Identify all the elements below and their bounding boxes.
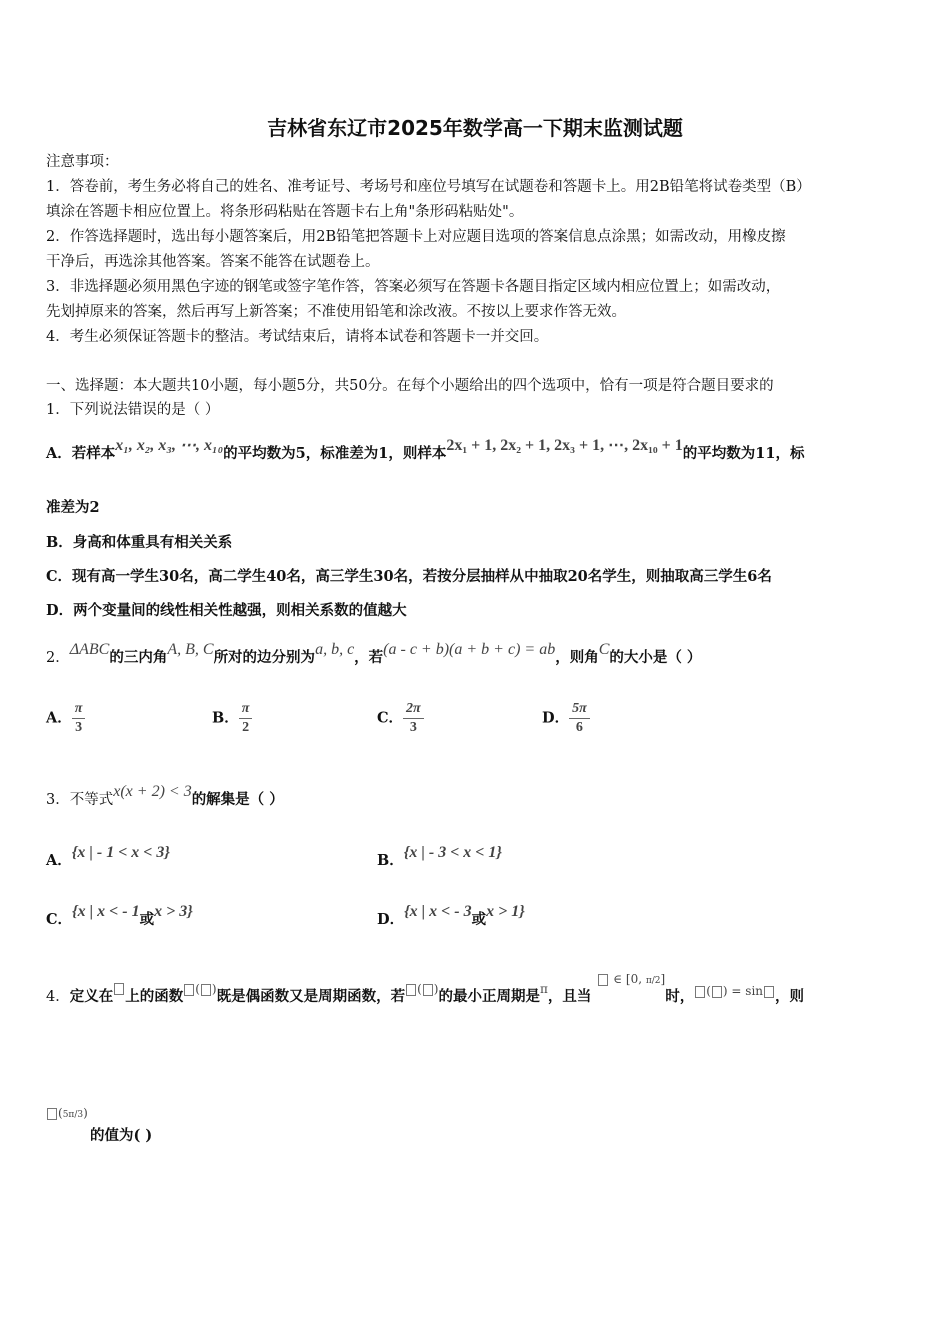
question-1-option-d: D．两个变量间的线性相关性越强，则相关系数的值越大 — [46, 602, 407, 619]
math-set: x > 1} — [486, 903, 525, 920]
function-image: ( ) — [405, 982, 438, 996]
question-4-stem: 4．定义在 上的函数 ( )既是偶函数又是周期函数，若 ( )的最小正周期是$^\pi$，且当 $^{\in [0, \pi/2]}$时， $^{( ) = sin}$ ，则 — [46, 972, 805, 1005]
option-text: 的平均数为5，标准差为1，则样本 — [223, 445, 447, 462]
missing-glyph-icon — [406, 984, 416, 996]
missing-glyph-icon — [764, 986, 774, 998]
question-4-tail: 的值为( ) — [90, 1127, 153, 1144]
missing-glyph-icon — [423, 984, 433, 996]
section-heading: 一、选择题：本大题共10小题，每小题5分，共50分。在每个小题给出的四个选项中，恰有一项是符合题目要求的 — [46, 378, 774, 394]
fraction: $\frac{5\pi}{6}$ — [569, 700, 590, 737]
missing-glyph-icon — [47, 1108, 57, 1120]
math-triangle: ΔABC — [69, 641, 110, 658]
question-3-stem: 3．不等式x(x + 2) < 3的解集是（ ） — [46, 783, 284, 808]
math-set: {x | - 1 < x < 3} — [71, 844, 170, 861]
notice-line: 干净后，再选涂其他答案。答案不能答在试题卷上。 — [46, 254, 380, 270]
question-4-value-image: (5π/3) — [46, 1103, 88, 1125]
math-set: {x | x < - 3 — [404, 903, 472, 920]
function-image: ( ) — [183, 982, 216, 996]
question-2-stem: 2．ΔABC的三内角A, B, C所对的边分别为a, b, c，若(a - c + b)(a + b + c) = ab，则角C的大小是（ ） — [46, 641, 702, 666]
math-set: {x | x < - 1 — [72, 903, 140, 920]
question-2-option-b: B． $\frac{\pi}{2}$ — [212, 700, 252, 737]
question-1-option-c: C．现有高一学生30名，高二学生40名，高三学生30名，若按分层抽样从中抽取20名学生，则抽取高三学生6名 — [46, 568, 772, 585]
fraction: $\frac{\pi}{3}$ — [72, 700, 86, 737]
notice-line: 填涂在答题卡相应位置上。将条形码粘贴在答题卡右上角"条形码粘贴处"。 — [46, 204, 524, 220]
missing-glyph-icon — [114, 983, 124, 995]
math-angles: A, B, C — [167, 641, 214, 658]
question-number: 3．不等式 — [46, 792, 114, 808]
notice-line: 2．作答选择题时，选出每小题答案后，用2B铅笔把答题卡上对应题目选项的答案信息点涂黑；如需改动，用橡皮擦 — [46, 229, 786, 245]
notice-line: 先划掉原来的答案，然后再写上新答案；不准使用铅笔和涂改液。不按以上要求作答无效。 — [46, 304, 626, 320]
question-1-option-a-cont: 准差为2 — [46, 499, 100, 516]
question-2-option-d: D． $\frac{5\pi}{6}$ — [542, 700, 590, 737]
notice-line: 3．非选择题必须用黑色字迹的钢笔或签字笔作答，答案必须写在答题卡各题目指定区域内相应位置上；如需改动， — [46, 279, 781, 295]
missing-glyph-icon — [712, 986, 722, 998]
question-1-option-b: B．身高和体重具有相关关系 — [46, 534, 233, 551]
question-1-stem: 1．下列说法错误的是（ ） — [46, 402, 220, 418]
math-sample-transformed: 2x₁ + 1, 2x₂ + 1, 2x₃ + 1, ⋯, 2x₁₀ + 1 — [446, 437, 683, 454]
missing-glyph-icon — [695, 986, 705, 998]
page-title: 吉林省东辽市2025年数学高一下期末监测试题 — [267, 116, 683, 140]
math-set: {x | - 3 < x < 1} — [403, 844, 502, 861]
math-angle-c: C — [598, 641, 610, 658]
math-condition: (a - c + b)(a + b + c) = ab — [383, 641, 556, 658]
notice-line: 4．考生必须保证答题卡的整洁。考试结束后，请将本试卷和答题卡一并交回。 — [46, 329, 549, 345]
question-number: 2． — [46, 650, 70, 666]
question-2-option-a: A． $\frac{\pi}{3}$ — [46, 700, 85, 737]
notice-heading: 注意事项： — [46, 154, 119, 170]
question-2-option-c: C． $\frac{2\pi}{3}$ — [377, 700, 424, 737]
option-label: A．若样本 — [46, 445, 116, 462]
missing-glyph-icon — [201, 984, 211, 996]
question-3-option-b: B．{x | - 3 < x < 1} — [377, 844, 502, 869]
fraction: $\frac{\pi}{2}$ — [239, 700, 253, 737]
question-3-option-c: C．{x | x < - 1或x > 3} — [46, 903, 193, 928]
math-pi: π — [539, 982, 548, 996]
math-sides: a, b, c — [315, 641, 355, 658]
question-3-option-d: D．{x | x < - 3或x > 1} — [377, 903, 525, 928]
option-text: 的平均数为11，标 — [682, 445, 805, 462]
missing-glyph-icon — [598, 974, 608, 986]
fraction: $\frac{2\pi}{3}$ — [403, 700, 424, 737]
notice-line: 1．答卷前，考生务必将自己的姓名、准考证号、考场号和座位号填写在试题卷和答题卡上。用2B铅笔将试卷类型（B） — [46, 179, 811, 195]
math-set: x > 3} — [154, 903, 193, 920]
question-number: 4． — [46, 989, 70, 1005]
math-sample: x₁, x₂, x₃, ⋯, x₁₀ — [115, 437, 224, 454]
interval-image: ∈ [0, π/2] — [597, 972, 665, 986]
question-3-option-a: A．{x | - 1 < x < 3} — [46, 844, 170, 869]
math-inequality: x(x + 2) < 3 — [113, 783, 192, 800]
question-1-option-a — [46, 437, 805, 464]
missing-glyph-icon — [184, 984, 194, 996]
function-image: ( ) = sin — [694, 984, 775, 998]
